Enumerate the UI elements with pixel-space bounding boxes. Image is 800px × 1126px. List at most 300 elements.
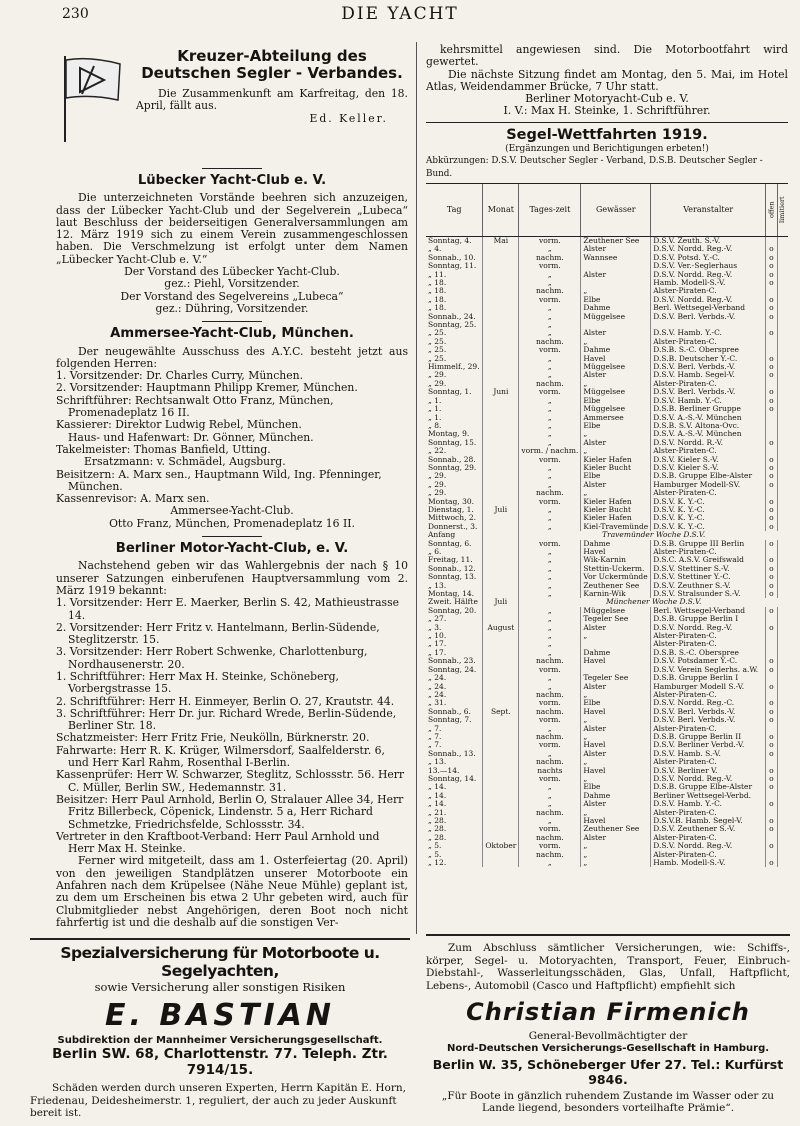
table-cell: Sonntag, 1. (428, 388, 472, 397)
table-cell (777, 699, 788, 707)
table-cell (483, 834, 519, 842)
table-cell (777, 573, 788, 581)
table-row (426, 792, 788, 800)
table-cell: „ (581, 775, 651, 783)
table-cell (777, 683, 788, 691)
table-cell (766, 338, 777, 346)
table-cell: „ 1. (428, 405, 442, 414)
table-cell (766, 649, 777, 657)
ad-bastian-sub: Subdirektion der Mannheimer Versicherungsgesellschaft. (57, 1035, 383, 1046)
table-cell: o (766, 464, 777, 472)
table-cell: „ 3. (428, 623, 442, 632)
col-header: offen (766, 183, 777, 236)
table-row (426, 817, 788, 825)
running-head: DIE YACHT (341, 4, 459, 24)
ad-firmenich-addr: Berlin W. 35, Schöneberger Ufer 27. Tel.: Kurfürst 9846. (432, 1056, 784, 1087)
table-row (426, 236, 788, 245)
table-cell: D.S.V. Hamb. Y.-C. (651, 329, 766, 337)
table-cell: D.S.V. Nordd. Reg.-V. (651, 624, 766, 632)
table-cell: „ (519, 313, 581, 321)
table-cell (483, 590, 519, 598)
table-row (426, 834, 788, 842)
table-cell: „ 27. (428, 615, 447, 624)
table-cell (581, 321, 651, 329)
table-cell: „ 25. (428, 337, 447, 346)
table-cell (777, 708, 788, 716)
table-cell: Hamburger Modell-SV. (651, 481, 766, 489)
table-cell (777, 842, 788, 850)
table-cell: „ 1. (428, 396, 442, 405)
table-cell (777, 556, 788, 564)
table-cell: D.S.V. Berliner Verbd.-V. (651, 741, 766, 749)
table-cell (483, 632, 519, 640)
table-cell: „ 5. (428, 850, 442, 859)
table-cell (777, 523, 788, 531)
table-cell: D.S.B. Gruppe Berlin I (651, 615, 766, 623)
table-cell: vorm. (519, 456, 581, 464)
table-cell: D.S.V. Nordd. Reg.-V. (651, 842, 766, 850)
table-cell: D.S.V. Stettiner S.-V. (651, 565, 766, 573)
table-row (426, 481, 788, 489)
table-cell (766, 489, 777, 497)
table-cell (483, 716, 519, 724)
table-cell: „ 29. (428, 379, 447, 388)
table-cell: D.S.V. Verein Seglerhs. a.W. (651, 666, 766, 674)
berliner-title: Berliner Motor-Yacht-Club, e. V. (115, 541, 349, 557)
table-cell: nachm. (519, 733, 581, 741)
table-cell: o (766, 397, 777, 405)
table-cell: o (766, 262, 777, 270)
table-cell (766, 422, 777, 430)
table-cell: „ 25. (428, 354, 447, 363)
table-cell: nachm. (519, 691, 581, 699)
table-cell: Sonntag, 25. (428, 321, 477, 330)
table-cell: vorm. (519, 716, 581, 724)
table-row (426, 741, 788, 749)
table-row (426, 447, 788, 455)
table-cell (777, 245, 788, 253)
table-cell: Müggelsee (581, 388, 651, 396)
table-cell: Alster (581, 750, 651, 758)
table-cell: D.S.V. Berl. Verbds.-V. (651, 708, 766, 716)
table-cell: „ (519, 607, 581, 615)
table-cell (777, 464, 788, 472)
table-cell: D.S.V. Berl. Verbds.-V. (651, 388, 766, 396)
table-cell: „ 14. (428, 800, 447, 809)
table-row (426, 531, 788, 539)
table-cell: D.S.V. Berl. Verbds.-V. (651, 363, 766, 371)
berliner-line: Schatzmeister: Herr Fritz Frie, Neukölln, Bürknerstr. 20. (56, 731, 370, 745)
table-cell (483, 514, 519, 522)
table-cell (777, 472, 788, 480)
table-cell: Sonntag, 24. (428, 665, 477, 674)
table-cell: Travemünder Woche D.S.V. (519, 531, 788, 539)
table-cell: vorm. (519, 741, 581, 749)
table-cell: „ 12. (428, 859, 447, 868)
table-cell (483, 355, 519, 363)
table-cell (777, 355, 788, 363)
table-cell: D.S.V. Berl. Verbds.-V. (651, 716, 766, 724)
table-cell: o (766, 523, 777, 531)
table-cell: D.S.V. Zeuthner S.-V. (651, 582, 766, 590)
table-cell: „ 8. (428, 421, 442, 430)
table-cell: Alster-Piraten-C. (651, 447, 766, 455)
table-row (426, 733, 788, 741)
table-cell: „ (519, 245, 581, 253)
rule (426, 122, 788, 123)
table-cell: „ 13. (428, 581, 447, 590)
table-cell: „ (519, 472, 581, 480)
table-cell (483, 245, 519, 253)
table-cell: o (766, 683, 777, 691)
table-cell (777, 859, 788, 867)
separator (202, 321, 262, 322)
table-cell (777, 388, 788, 396)
table-cell: Kieler Hafen (581, 514, 651, 522)
table-cell: Elbe (581, 699, 651, 707)
table-row (426, 683, 788, 691)
table-cell: o (766, 540, 777, 548)
table-row (426, 514, 788, 522)
table-cell: „ 5. (428, 842, 442, 851)
table-cell (483, 725, 519, 733)
table-cell: D.S.V. Zeuthener S.-V. (651, 825, 766, 833)
table-cell: „ (519, 481, 581, 489)
table-cell: o (766, 708, 777, 716)
luebeck-title: Lübecker Yacht-Club e. V. (137, 173, 327, 188)
table-cell: „ 14. (428, 783, 447, 792)
table-cell (777, 733, 788, 741)
berliner-text2: Ferner wird mitgeteilt, dass am 1. Osterfeiertag (20. April) von den jeweiligen Standplätzen unserer Motorboote ein Anfahren nach dem Krüpelsee (Nähe Neue Mühle) geplant ist, zu dem um Erscheinen bis etwa 2 Uhr gebeten wird, auch für Clubmitglieder nebst Angehörigen, deren Boot noch nicht fahrfertig ist und die deshalb auf die sonstigen Ver- (56, 854, 408, 929)
ammersee-line: Ersatzmann: v. Schmädel, Augsburg. (84, 455, 286, 469)
table-row (426, 321, 788, 329)
berliner-section (56, 543, 408, 929)
table-row (426, 439, 788, 447)
table-cell: Müggelsee (581, 363, 651, 371)
table-cell: „ (581, 287, 651, 295)
table-cell: D.S.V. K. Y.-C. (651, 523, 766, 531)
table-cell: Sonnab., 10. (428, 253, 476, 262)
ad-firmenich-text: Zum Abschluss sämtlicher Versicherungen, wie: Schiffs-, körper, Segel- u. Motoryachten, Transport, Feuer, Einbruch-Diebstahl-, Wasserleitungsschäden, Glas, Unfall, Haftpflicht, Lebens-, Automobil (Casco und Haftpflicht) empfiehlt sich (426, 942, 790, 992)
table-cell: vorm. (519, 388, 581, 396)
table-cell: Zeuthener See (581, 825, 651, 833)
table-cell: Sonntag, 29. (428, 463, 477, 472)
table-cell: D.S.V. Nordd. Reg.-V. (651, 271, 766, 279)
table-cell: „ 18. (428, 295, 447, 304)
separator (202, 536, 262, 537)
table-cell: „ 24. (428, 674, 447, 683)
table-cell (581, 640, 651, 648)
table-cell (651, 321, 766, 329)
table-cell (766, 691, 777, 699)
ammersee-line: Schriftführer: Rechtsanwalt Otto Franz, München, Promenadeplatz 16 II. (56, 393, 334, 420)
ammersee-line: 1. Vorsitzender: Dr. Charles Curry, München. (56, 369, 304, 383)
table-cell: Kiel-Travemünde (581, 523, 651, 531)
ad-bastian-text: Schäden werden durch unseren Experten, Herrn Kapitän E. Horn, Friedenau, Deidesheimerstr. 1, reguliert, der auch zu jeder Auskunft bereit ist. (30, 1082, 406, 1119)
table-cell: „ (519, 371, 581, 379)
table-cell: „ 21. (428, 808, 447, 817)
kreuzer-title-1: Kreuzer-Abteilung des (177, 47, 367, 65)
table-cell: „ 11. (428, 270, 447, 279)
table-row (426, 414, 788, 422)
table-row (426, 590, 788, 598)
table-cell: „ (519, 750, 581, 758)
table-cell (766, 430, 777, 438)
table-cell: D.S.V. Nordd. Reg.-V. (651, 775, 766, 783)
table-cell: o (766, 825, 777, 833)
table-cell: D.S.V. K. Y.-C. (651, 506, 766, 514)
table-cell: „ (519, 548, 581, 556)
berliner-intro: Nachstehend geben wir das Wahlergebnis der nach § 10 unserer Satzungen einberufenen Hauptversammlung vom 2. März 1919 bekannt: (56, 559, 408, 597)
berliner-line: 2. Schriftführer: Herr H. Einmeyer, Berlin O. 27, Krautstr. 44. (56, 694, 395, 708)
table-row (426, 783, 788, 791)
table-cell (483, 666, 519, 674)
table-cell (777, 590, 788, 598)
luebeck-text: Die unterzeichneten Vorstände beehren sich anzuzeigen, dass der Lübecker Yacht-Club und der Segelverein „Lubeca“ laut Beschluss der beiderseitigen Generalversammlungen am 12. März 1919 sich zu einem Verein zusammengeschlossen haben. Die Verschmelzung ist erfolgt unter dem Namen „Lübecker Yacht-Club e. V.“ (56, 191, 408, 266)
table-cell (777, 775, 788, 783)
table-cell (777, 514, 788, 522)
table-cell: nachm. (519, 380, 581, 388)
wettfahrten-abbrev: Abkürzungen: D.S.V. Deutscher Segler - Verband, D.S.B. Deutscher Segler - Bund. (426, 156, 763, 179)
table-cell: o (766, 775, 777, 783)
table-row (426, 540, 788, 548)
table-cell: Elbe (581, 422, 651, 430)
table-cell: D.S.V. A.-S.-V. München (651, 430, 766, 438)
table-cell (777, 674, 788, 682)
table-cell (483, 287, 519, 295)
table-cell: vorm. (519, 540, 581, 548)
table-cell: Elbe (581, 783, 651, 791)
table-cell: „ 1. (428, 413, 442, 422)
table-cell: „ 14. (428, 791, 447, 800)
ammersee-title: Ammersee-Yacht-Club, München. (110, 326, 354, 342)
table-cell: D.S.B. Gruppe Elbe-Alster (651, 472, 766, 480)
table-cell: Hamburger Modell S.-V. (651, 683, 766, 691)
table-cell: D.S.V. Berl. Verbds.-V. (651, 313, 766, 321)
table-cell: o (766, 472, 777, 480)
table-cell (483, 271, 519, 279)
table-cell: D.S.B. Gruppe Berlin I (651, 674, 766, 682)
table-cell (483, 674, 519, 682)
ad-firmenich-note: „Für Boote in gänzlich ruhendem Zustande im Wasser oder zu Lande liegend, besonders vorteilhafte Prämie“. (441, 1089, 775, 1114)
table-cell (777, 565, 788, 573)
table-row (426, 430, 788, 438)
table-cell: „ (519, 573, 581, 581)
ad-bastian-addr: Berlin SW. 68, Charlottenstr. 77. Teleph. Ztr. 7914/15. (52, 1046, 388, 1078)
table-cell (777, 691, 788, 699)
table-cell (777, 456, 788, 464)
table-cell: „ 7. (428, 724, 442, 733)
table-cell: „ (519, 859, 581, 867)
table-cell: o (766, 279, 777, 287)
table-cell: Alster-Piraten-C. (651, 809, 766, 817)
ad-bastian (30, 944, 410, 1119)
table-cell: Wik-Karnin (581, 556, 651, 564)
table-row (426, 674, 788, 682)
table-cell: „ (519, 640, 581, 648)
table-cell (777, 825, 788, 833)
table-cell: „ (519, 422, 581, 430)
table-cell: D.S.V. Zeuth. S.-V. (651, 236, 766, 245)
table-cell: „ (581, 489, 651, 497)
table-cell (777, 783, 788, 791)
table-cell (483, 346, 519, 354)
table-cell (483, 825, 519, 833)
table-cell: „ (581, 632, 651, 640)
table-cell: o (766, 859, 777, 867)
table-cell: D.S.V.B. Hamb. Segel-V. (651, 817, 766, 825)
table-cell: „ (519, 624, 581, 632)
table-row (426, 422, 788, 430)
table-cell: Hamb. Modell-S.-V. (651, 279, 766, 287)
table-cell: Juli (483, 506, 519, 514)
table-cell (777, 304, 788, 312)
meeting-text: Die nächste Sitzung findet am Montag, den 5. Mai, im Hotel Atlas, Weidendammer Brücke, 7 Uhr statt. (426, 67, 788, 93)
table-cell: vorm. (519, 825, 581, 833)
table-cell: o (766, 750, 777, 758)
table-cell: Berl. Wettsegel-Verband (651, 304, 766, 312)
table-cell: Alster-Piraten-C. (651, 725, 766, 733)
table-cell: „ (581, 851, 651, 859)
races-body (426, 236, 788, 867)
table-row (426, 825, 788, 833)
col-header: limitiert (777, 183, 788, 236)
table-row (426, 296, 788, 304)
table-cell: o (766, 355, 777, 363)
table-cell (777, 506, 788, 514)
table-cell: Vor Ückermünde (581, 573, 651, 581)
table-cell: D.S.B. Gruppe Elbe-Alster (651, 783, 766, 791)
table-cell: Zweit. Hälfte (428, 598, 478, 607)
table-cell: vorm. (519, 699, 581, 707)
berliner-line: 3. Schriftführer: Herr Dr. jur. Richard Wrede, Berlin-Südende, Berliner Str. 18. (56, 706, 397, 733)
table-row (426, 363, 788, 371)
table-cell: o (766, 254, 777, 262)
table-cell: „ 28. (428, 833, 447, 842)
table-cell: Alster-Piraten-C. (651, 548, 766, 556)
table-cell (777, 800, 788, 808)
table-cell: Alster-Piraten-C. (651, 489, 766, 497)
table-cell: Kieler Bucht (581, 506, 651, 514)
table-cell: Alster (581, 834, 651, 842)
table-cell: Stettin-Ückerm. (581, 565, 651, 573)
table-cell (777, 430, 788, 438)
table-cell: „ (581, 842, 651, 850)
table-row (426, 598, 788, 606)
table-row (426, 262, 788, 270)
table-cell: „ (519, 725, 581, 733)
table-cell: „ (581, 430, 651, 438)
table-cell: nachm. (519, 809, 581, 817)
table-cell: „ (519, 582, 581, 590)
table-cell: o (766, 506, 777, 514)
table-cell: o (766, 498, 777, 506)
table-cell (766, 346, 777, 354)
table-cell: o (766, 699, 777, 707)
table-cell: D.S.V. K. Y.-C. (651, 514, 766, 522)
col-header: Gewässer (581, 183, 651, 236)
table-cell: nachts (519, 767, 581, 775)
table-cell: vorm. (519, 296, 581, 304)
table-cell: o (766, 666, 777, 674)
table-cell: Kieler Hafen (581, 498, 651, 506)
table-cell (777, 363, 788, 371)
table-cell: Alster-Piraten-C. (651, 640, 766, 648)
table-cell: Dahme (581, 649, 651, 657)
table-cell: nachm. (519, 708, 581, 716)
table-cell: „ (519, 321, 581, 329)
ad-bastian-line1: Spezialversicherung für Motorboote u. Segelyachten, (60, 944, 380, 980)
table-row (426, 523, 788, 531)
table-cell (777, 296, 788, 304)
ammersee-sig2: Otto Franz, München, Promenadeplatz 16 II. (109, 516, 355, 530)
ad-rule-right (426, 934, 790, 936)
table-cell: o (766, 556, 777, 564)
table-cell: Alster (581, 439, 651, 447)
table-cell (483, 683, 519, 691)
table-row (426, 640, 788, 648)
table-cell (483, 464, 519, 472)
table-cell: „ 17. (428, 640, 447, 649)
table-cell: „ 24. (428, 690, 447, 699)
ammersee-line: 2. Vorsitzender: Hauptmann Philipp Kremer, München. (56, 381, 358, 395)
table-cell: o (766, 245, 777, 253)
table-cell: D.S.V. Potsdamer Y.-C. (651, 657, 766, 665)
table-cell: Alster-Piraten-C. (651, 851, 766, 859)
kreuzer-title-2: Deutschen Segler - Verbandes. (141, 64, 403, 82)
table-cell (483, 548, 519, 556)
table-cell (777, 615, 788, 623)
table-cell (777, 809, 788, 817)
table-cell: Sonnab., 6. (428, 707, 471, 716)
table-cell: „ (519, 279, 581, 287)
table-cell (766, 548, 777, 556)
table-cell: D.S.B. Berliner Gruppe (651, 405, 766, 413)
table-cell (777, 716, 788, 724)
table-row (426, 456, 788, 464)
table-cell: „ 18. (428, 304, 447, 313)
table-cell (777, 607, 788, 615)
table-cell: Dahme (581, 346, 651, 354)
table-row (426, 607, 788, 615)
table-cell (766, 447, 777, 455)
table-cell (483, 767, 519, 775)
ammersee-line: Kassenrevisor: A. Marx sen. (56, 492, 210, 506)
table-row (426, 699, 788, 707)
table-cell: „ (519, 817, 581, 825)
table-cell: Alster (581, 725, 651, 733)
table-cell: Müggelsee (581, 313, 651, 321)
table-cell (483, 531, 519, 539)
table-cell (777, 236, 788, 245)
table-row (426, 304, 788, 312)
table-cell: D.S.V. Ver.-Seglerhaus (651, 262, 766, 270)
table-cell: „ (519, 590, 581, 598)
table-cell: Sonntag, 20. (428, 606, 477, 615)
table-cell: D.S.B. Deutscher Y.-C. (651, 355, 766, 363)
table-cell (483, 792, 519, 800)
table-cell: Münchener Woche D.S.V. (519, 598, 788, 606)
table-cell: Donnerst., 3. (428, 522, 478, 531)
table-cell: D.S.V. A.-S.-V. München (651, 414, 766, 422)
table-cell (483, 439, 519, 447)
table-cell (777, 262, 788, 270)
table-row (426, 758, 788, 766)
table-row (426, 371, 788, 379)
table-cell (766, 640, 777, 648)
table-cell (777, 741, 788, 749)
table-cell: „ (581, 733, 651, 741)
